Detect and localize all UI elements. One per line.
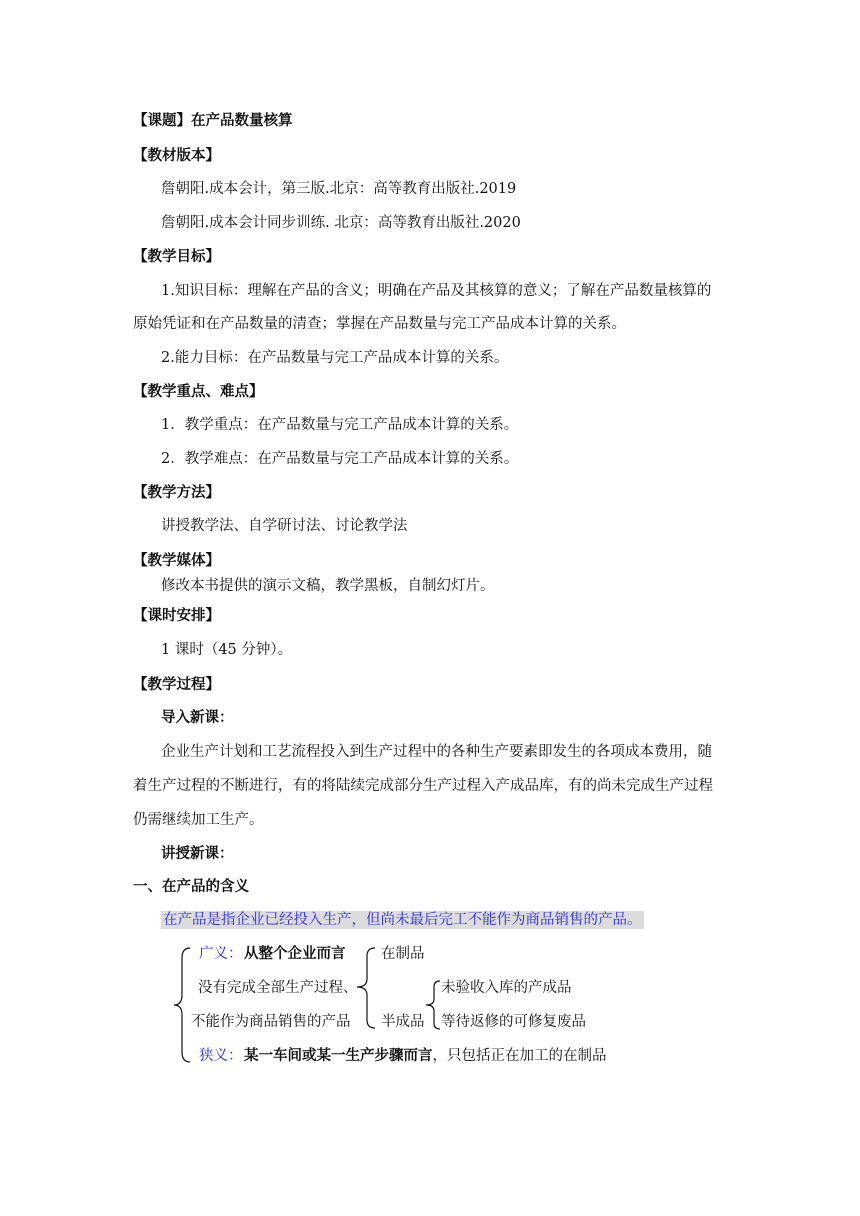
keypoint-item: 1．教学重点：在产品数量与完工产品成本计算的关系。	[161, 417, 519, 433]
narrow-rest-text: ，只包括正在加工的在制品	[432, 1048, 607, 1064]
schedule-text: 1 课时（45 分钟）。	[161, 642, 293, 658]
edition-item: 詹朝阳.成本会计，第三版.北京：高等教育出版社.2019	[161, 181, 517, 197]
goal-ability: 2.能力目标：在产品数量与完工产品成本计算的关系。	[161, 350, 509, 366]
semi-item-repairable: 等待返修的可修复废品	[441, 1014, 586, 1030]
media-text: 修改本书提供的演示文稿，教学黑板，自制幻灯片。	[161, 578, 495, 594]
broad-text: 从整个企业而言	[244, 945, 346, 962]
semi-item-uninspected: 未验收入库的产成品	[441, 980, 572, 996]
methods-text: 讲授教学法、自学研讨法、讨论教学法	[161, 518, 408, 534]
goal-knowledge-line2: 原始凭证和在产品数量的清查；掌握在产品数量与完工产品成本计算的关系。	[133, 316, 626, 332]
definition-highlight: 在产品是指企业已经投入生产，但尚未最后完工不能作为商品销售的产品。	[163, 912, 642, 928]
edition-item: 詹朝阳.成本会计同步训练. 北京：高等教育出版社.2020	[161, 215, 521, 231]
definition-text	[161, 910, 644, 930]
new-lesson-label: 讲授新课：	[161, 845, 234, 862]
intro-line2: 着生产过程的不断进行，有的将陆续完成部分生产过程入产成品库，有的尚未完成生产过程	[133, 778, 713, 794]
intro-line1: 企业生产计划和工艺流程投入到生产过程中的各种生产要素即发生的各项成本费用，随	[161, 744, 712, 760]
goal-knowledge-line1: 1.知识目标：理解在产品的含义；明确在产品及其核算的意义；了解在产品数量核算的	[161, 283, 712, 299]
keypoint-item: 2．教学难点：在产品数量与完工产品成本计算的关系。	[161, 451, 519, 467]
in-process-label: 在制品	[381, 946, 425, 962]
lesson-title: 【课题】在产品数量核算	[133, 112, 293, 129]
goals-heading: 【教学目标】	[133, 248, 220, 265]
narrow-label: 狭义：	[199, 1048, 243, 1064]
section-heading: 一、在产品的含义	[133, 878, 249, 895]
narrow-bold-text: 某一车间或某一生产步骤而言	[244, 1047, 433, 1064]
intro-line3: 仍需继续加工生产。	[133, 812, 264, 828]
semi-finished-label: 半成品	[381, 1014, 425, 1030]
wip-description-line1: 没有完成全部生产过程、	[198, 980, 358, 996]
wip-description-line2: 不能作为商品销售的产品	[191, 1014, 351, 1030]
intro-label: 导入新课：	[161, 709, 234, 726]
schedule-heading: 【课时安排】	[133, 607, 220, 624]
middle-brace	[355, 946, 377, 1030]
edition-heading: 【教材版本】	[133, 147, 220, 164]
methods-heading: 【教学方法】	[133, 484, 220, 501]
inner-brace	[424, 979, 442, 1031]
broad-label: 广义：	[199, 946, 243, 962]
narrow-definition	[244, 1046, 607, 1066]
process-heading: 【教学过程】	[133, 676, 220, 693]
keypoints-heading: 【教学重点、难点】	[133, 383, 264, 400]
outer-brace	[172, 946, 192, 1064]
media-heading: 【教学媒体】	[133, 552, 220, 569]
